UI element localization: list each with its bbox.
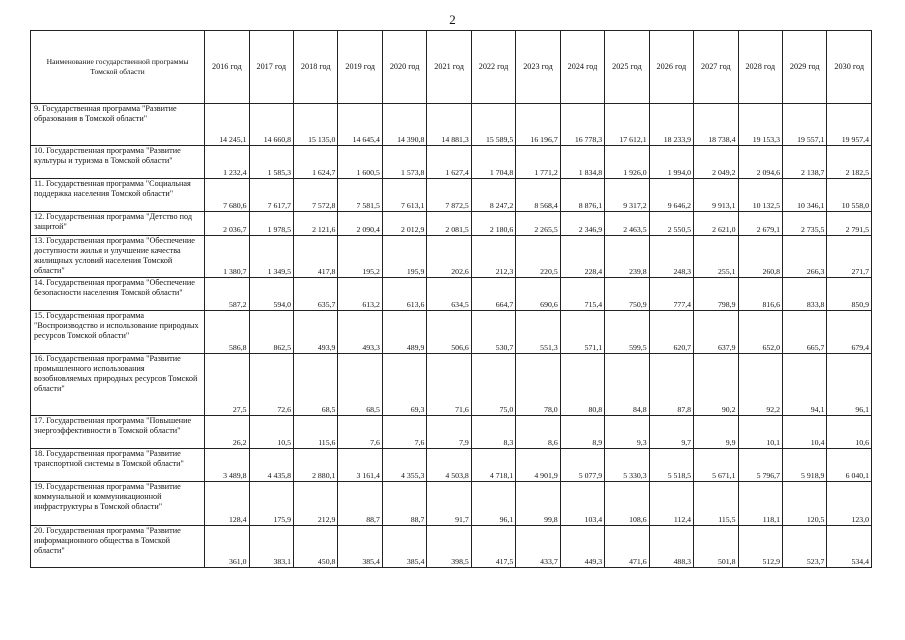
column-header-year: 2025 год (605, 31, 649, 104)
value-cell: 2 081,5 (427, 212, 471, 236)
value-cell: 202,6 (427, 236, 471, 278)
value-cell: 212,9 (294, 482, 338, 526)
column-header-year: 2028 год (738, 31, 782, 104)
value-cell: 551,3 (516, 311, 560, 354)
program-name-cell: 20. Государственная программа "Развитие информационного общества в Томской области" (31, 526, 205, 568)
value-cell: 5 077,9 (560, 449, 604, 482)
value-cell: 2 121,6 (294, 212, 338, 236)
value-cell: 599,5 (605, 311, 649, 354)
value-cell: 10,4 (782, 416, 826, 449)
column-header-year: 2023 год (516, 31, 560, 104)
value-cell: 385,4 (338, 526, 382, 568)
column-header-name: Наименование государственной программы Томской области (31, 31, 205, 104)
value-cell: 9 913,1 (694, 179, 738, 212)
value-cell: 5 796,7 (738, 449, 782, 482)
program-name-cell: 15. Государственная программа "Воспроизводство и использование природных ресурсов Томской области" (31, 311, 205, 354)
value-cell: 512,9 (738, 526, 782, 568)
value-cell: 7,6 (338, 416, 382, 449)
value-cell: 3 489,8 (205, 449, 249, 482)
table-row (31, 179, 872, 212)
value-cell: 19 153,3 (738, 104, 782, 146)
program-name-cell: 13. Государственная программа "Обеспечение доступности жилья и улучшение качества жилищных условий населения Томской области" (31, 236, 205, 278)
value-cell: 7,6 (382, 416, 426, 449)
value-cell: 19 557,1 (782, 104, 826, 146)
value-cell: 523,7 (782, 526, 826, 568)
value-cell: 9,3 (605, 416, 649, 449)
value-cell: 652,0 (738, 311, 782, 354)
value-cell: 506,6 (427, 311, 471, 354)
column-header-year: 2030 год (827, 31, 872, 104)
value-cell: 2 346,9 (560, 212, 604, 236)
value-cell: 534,4 (827, 526, 872, 568)
value-cell: 248,3 (649, 236, 693, 278)
value-cell: 78,0 (516, 354, 560, 416)
value-cell: 8,3 (471, 416, 515, 449)
value-cell: 2 550,5 (649, 212, 693, 236)
value-cell: 26,2 (205, 416, 249, 449)
value-cell: 4 718,1 (471, 449, 515, 482)
value-cell: 120,5 (782, 482, 826, 526)
header-row (31, 31, 872, 104)
table-row (31, 354, 872, 416)
value-cell: 15 589,5 (471, 104, 515, 146)
program-name-cell: 19. Государственная программа "Развитие коммунальной и коммуникационной инфраструктуры в Томской области" (31, 482, 205, 526)
value-cell: 398,5 (427, 526, 471, 568)
column-header-year: 2027 год (694, 31, 738, 104)
column-header-year: 2019 год (338, 31, 382, 104)
value-cell: 9 317,2 (605, 179, 649, 212)
value-cell: 433,7 (516, 526, 560, 568)
value-cell: 9,9 (694, 416, 738, 449)
value-cell: 571,1 (560, 311, 604, 354)
column-header-year: 2026 год (649, 31, 693, 104)
table-row (31, 311, 872, 354)
program-name-cell: 9. Государственная программа "Развитие образования в Томской области" (31, 104, 205, 146)
value-cell: 489,9 (382, 311, 426, 354)
value-cell: 2 679,1 (738, 212, 782, 236)
value-cell: 18 233,9 (649, 104, 693, 146)
program-name-cell: 18. Государственная программа "Развитие транспортной системы в Томской области" (31, 449, 205, 482)
value-cell: 449,3 (560, 526, 604, 568)
value-cell: 488,3 (649, 526, 693, 568)
value-cell: 220,5 (516, 236, 560, 278)
column-header-year: 2017 год (249, 31, 293, 104)
value-cell: 212,3 (471, 236, 515, 278)
value-cell: 2 090,4 (338, 212, 382, 236)
value-cell: 8,9 (560, 416, 604, 449)
value-cell: 1 627,4 (427, 146, 471, 179)
value-cell: 69,3 (382, 354, 426, 416)
program-name-cell: 17. Государственная программа "Повышение энергоэффективности в Томской области" (31, 416, 205, 449)
value-cell: 9,7 (649, 416, 693, 449)
value-cell: 112,4 (649, 482, 693, 526)
value-cell: 5 330,3 (605, 449, 649, 482)
value-cell: 1 585,3 (249, 146, 293, 179)
value-cell: 94,1 (782, 354, 826, 416)
value-cell: 2 265,5 (516, 212, 560, 236)
value-cell: 71,6 (427, 354, 471, 416)
value-cell: 530,7 (471, 311, 515, 354)
value-cell: 68,5 (294, 354, 338, 416)
program-name-cell: 11. Государственная программа "Социальная поддержка населения Томской области" (31, 179, 205, 212)
value-cell: 501,8 (694, 526, 738, 568)
value-cell: 635,7 (294, 278, 338, 311)
value-cell: 634,5 (427, 278, 471, 311)
table-row (31, 236, 872, 278)
value-cell: 118,1 (738, 482, 782, 526)
value-cell: 2 735,5 (782, 212, 826, 236)
program-name-cell: 12. Государственная программа "Детство под защитой" (31, 212, 205, 236)
value-cell: 7 581,5 (338, 179, 382, 212)
value-cell: 4 901,9 (516, 449, 560, 482)
value-cell: 2 880,1 (294, 449, 338, 482)
value-cell: 1 771,2 (516, 146, 560, 179)
value-cell: 2 791,5 (827, 212, 872, 236)
value-cell: 115,5 (694, 482, 738, 526)
value-cell: 850,9 (827, 278, 872, 311)
value-cell: 14 660,8 (249, 104, 293, 146)
value-cell: 833,8 (782, 278, 826, 311)
value-cell: 2 138,7 (782, 146, 826, 179)
value-cell: 88,7 (382, 482, 426, 526)
value-cell: 493,3 (338, 311, 382, 354)
value-cell: 10,5 (249, 416, 293, 449)
column-header-year: 2022 год (471, 31, 515, 104)
value-cell: 417,8 (294, 236, 338, 278)
value-cell: 10,6 (827, 416, 872, 449)
value-cell: 84,8 (605, 354, 649, 416)
value-cell: 1 349,5 (249, 236, 293, 278)
value-cell: 1 232,4 (205, 146, 249, 179)
value-cell: 239,8 (605, 236, 649, 278)
program-name-cell: 14. Государственная программа "Обеспечение безопасности населения Томской области" (31, 278, 205, 311)
value-cell: 271,7 (827, 236, 872, 278)
value-cell: 8 568,4 (516, 179, 560, 212)
value-cell: 715,4 (560, 278, 604, 311)
value-cell: 417,5 (471, 526, 515, 568)
value-cell: 613,6 (382, 278, 426, 311)
value-cell: 1 704,8 (471, 146, 515, 179)
value-cell: 586,8 (205, 311, 249, 354)
value-cell: 14 245,1 (205, 104, 249, 146)
value-cell: 88,7 (338, 482, 382, 526)
value-cell: 3 161,4 (338, 449, 382, 482)
program-name-cell: 16. Государственная программа "Развитие промышленного использования возобновляемых природных ресурсов Томской области" (31, 354, 205, 416)
value-cell: 87,8 (649, 354, 693, 416)
value-cell: 2 036,7 (205, 212, 249, 236)
value-cell: 10 132,5 (738, 179, 782, 212)
value-cell: 9 646,2 (649, 179, 693, 212)
table-row (31, 526, 872, 568)
value-cell: 108,6 (605, 482, 649, 526)
value-cell: 7 613,1 (382, 179, 426, 212)
value-cell: 690,6 (516, 278, 560, 311)
value-cell: 450,8 (294, 526, 338, 568)
value-cell: 2 049,2 (694, 146, 738, 179)
value-cell: 385,4 (382, 526, 426, 568)
value-cell: 2 621,0 (694, 212, 738, 236)
value-cell: 228,4 (560, 236, 604, 278)
value-cell: 613,2 (338, 278, 382, 311)
value-cell: 679,4 (827, 311, 872, 354)
value-cell: 96,1 (827, 354, 872, 416)
program-name-cell: 10. Государственная программа "Развитие культуры и туризма в Томской области" (31, 146, 205, 179)
value-cell: 594,0 (249, 278, 293, 311)
column-header-year: 2021 год (427, 31, 471, 104)
value-cell: 19 957,4 (827, 104, 872, 146)
value-cell: 6 040,1 (827, 449, 872, 482)
value-cell: 91,7 (427, 482, 471, 526)
value-cell: 5 518,5 (649, 449, 693, 482)
value-cell: 195,9 (382, 236, 426, 278)
value-cell: 1 926,0 (605, 146, 649, 179)
value-cell: 128,4 (205, 482, 249, 526)
column-header-year: 2020 год (382, 31, 426, 104)
value-cell: 115,6 (294, 416, 338, 449)
value-cell: 266,3 (782, 236, 826, 278)
value-cell: 7 617,7 (249, 179, 293, 212)
value-cell: 587,2 (205, 278, 249, 311)
value-cell: 4 503,8 (427, 449, 471, 482)
value-cell: 16 778,3 (560, 104, 604, 146)
value-cell: 14 881,3 (427, 104, 471, 146)
column-header-year: 2029 год (782, 31, 826, 104)
value-cell: 1 624,7 (294, 146, 338, 179)
value-cell: 15 135,0 (294, 104, 338, 146)
table-row (31, 104, 872, 146)
value-cell: 4 355,3 (382, 449, 426, 482)
value-cell: 123,0 (827, 482, 872, 526)
value-cell: 4 435,8 (249, 449, 293, 482)
value-cell: 471,6 (605, 526, 649, 568)
value-cell: 816,6 (738, 278, 782, 311)
value-cell: 665,7 (782, 311, 826, 354)
value-cell: 175,9 (249, 482, 293, 526)
value-cell: 1 834,8 (560, 146, 604, 179)
budget-table (30, 30, 872, 568)
value-cell: 1 600,5 (338, 146, 382, 179)
value-cell: 96,1 (471, 482, 515, 526)
column-header-year: 2018 год (294, 31, 338, 104)
value-cell: 7 572,8 (294, 179, 338, 212)
value-cell: 2 463,5 (605, 212, 649, 236)
value-cell: 383,1 (249, 526, 293, 568)
table-row (31, 482, 872, 526)
value-cell: 620,7 (649, 311, 693, 354)
table-row (31, 449, 872, 482)
page-number: 2 (449, 12, 456, 27)
value-cell: 10,1 (738, 416, 782, 449)
value-cell: 14 645,4 (338, 104, 382, 146)
table-row (31, 278, 872, 311)
value-cell: 862,5 (249, 311, 293, 354)
value-cell: 7 872,5 (427, 179, 471, 212)
value-cell: 14 390,8 (382, 104, 426, 146)
value-cell: 18 738,4 (694, 104, 738, 146)
value-cell: 7 680,6 (205, 179, 249, 212)
value-cell: 7,9 (427, 416, 471, 449)
value-cell: 637,9 (694, 311, 738, 354)
table-row (31, 212, 872, 236)
value-cell: 68,5 (338, 354, 382, 416)
value-cell: 798,9 (694, 278, 738, 311)
value-cell: 2 094,6 (738, 146, 782, 179)
value-cell: 664,7 (471, 278, 515, 311)
table-row (31, 416, 872, 449)
value-cell: 255,1 (694, 236, 738, 278)
value-cell: 8 876,1 (560, 179, 604, 212)
value-cell: 8,6 (516, 416, 560, 449)
value-cell: 16 196,7 (516, 104, 560, 146)
value-cell: 1 994,0 (649, 146, 693, 179)
value-cell: 92,2 (738, 354, 782, 416)
value-cell: 99,8 (516, 482, 560, 526)
value-cell: 361,0 (205, 526, 249, 568)
value-cell: 1 573,8 (382, 146, 426, 179)
value-cell: 10 346,1 (782, 179, 826, 212)
value-cell: 80,8 (560, 354, 604, 416)
value-cell: 2 182,5 (827, 146, 872, 179)
value-cell: 493,9 (294, 311, 338, 354)
value-cell: 27,5 (205, 354, 249, 416)
value-cell: 2 012,9 (382, 212, 426, 236)
value-cell: 72,6 (249, 354, 293, 416)
column-header-year: 2016 год (205, 31, 249, 104)
value-cell: 10 558,0 (827, 179, 872, 212)
value-cell: 75,0 (471, 354, 515, 416)
value-cell: 103,4 (560, 482, 604, 526)
value-cell: 2 180,6 (471, 212, 515, 236)
value-cell: 777,4 (649, 278, 693, 311)
value-cell: 5 918,9 (782, 449, 826, 482)
value-cell: 750,9 (605, 278, 649, 311)
value-cell: 1 978,5 (249, 212, 293, 236)
column-header-year: 2024 год (560, 31, 604, 104)
value-cell: 17 612,1 (605, 104, 649, 146)
table-row (31, 146, 872, 179)
value-cell: 5 671,1 (694, 449, 738, 482)
value-cell: 90,2 (694, 354, 738, 416)
value-cell: 8 247,2 (471, 179, 515, 212)
value-cell: 195,2 (338, 236, 382, 278)
value-cell: 260,8 (738, 236, 782, 278)
value-cell: 1 380,7 (205, 236, 249, 278)
